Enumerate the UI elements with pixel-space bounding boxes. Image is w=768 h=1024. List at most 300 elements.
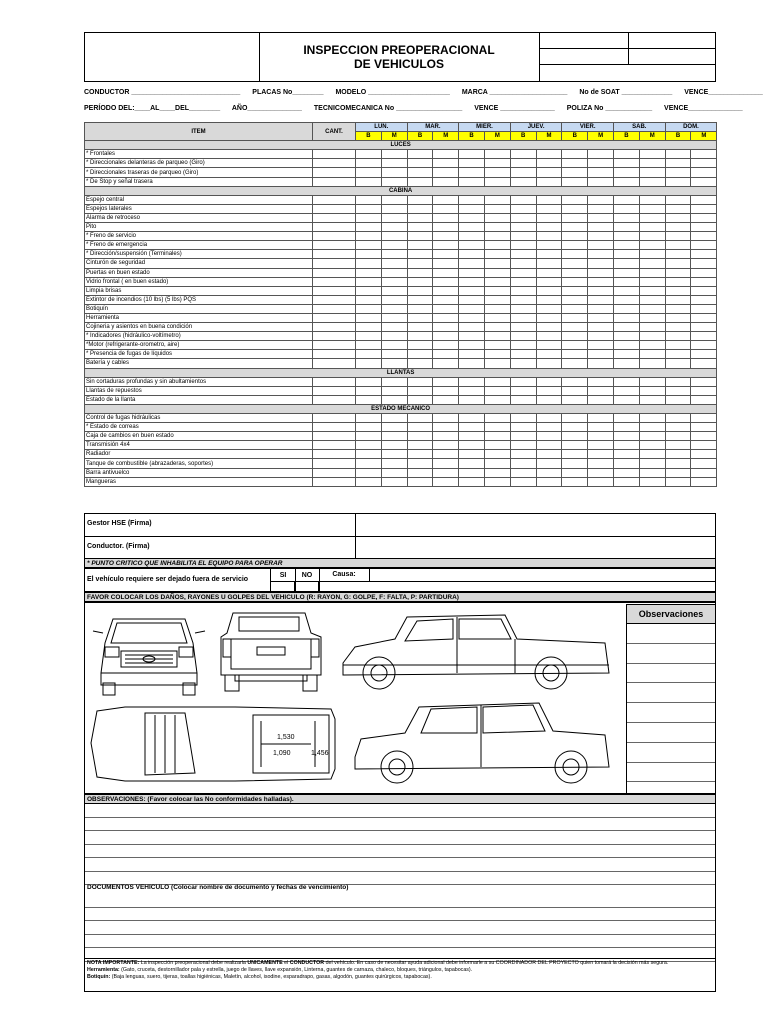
- check-cell[interactable]: [381, 250, 407, 259]
- check-cell[interactable]: [484, 441, 510, 450]
- check-cell[interactable]: [691, 432, 717, 441]
- check-cell[interactable]: [510, 423, 536, 432]
- check-cell[interactable]: [407, 468, 433, 477]
- check-cell[interactable]: [614, 241, 640, 250]
- cant-cell[interactable]: [313, 323, 356, 332]
- check-cell[interactable]: [691, 350, 717, 359]
- check-cell[interactable]: [665, 259, 691, 268]
- check-cell[interactable]: [588, 295, 614, 304]
- check-cell[interactable]: [510, 286, 536, 295]
- check-cell[interactable]: [510, 295, 536, 304]
- observation-line[interactable]: [85, 831, 715, 845]
- check-cell[interactable]: [665, 295, 691, 304]
- check-cell[interactable]: [356, 304, 382, 313]
- check-cell[interactable]: [459, 350, 485, 359]
- check-cell[interactable]: [407, 286, 433, 295]
- check-cell[interactable]: [484, 323, 510, 332]
- check-cell[interactable]: [614, 304, 640, 313]
- check-cell[interactable]: [510, 323, 536, 332]
- check-cell[interactable]: [459, 177, 485, 186]
- check-cell[interactable]: [691, 423, 717, 432]
- check-cell[interactable]: [356, 459, 382, 468]
- check-cell[interactable]: [588, 450, 614, 459]
- check-cell[interactable]: [407, 168, 433, 177]
- check-cell[interactable]: [588, 359, 614, 368]
- check-cell[interactable]: [356, 159, 382, 168]
- check-cell[interactable]: [639, 477, 665, 486]
- check-cell[interactable]: [691, 450, 717, 459]
- check-cell[interactable]: [588, 332, 614, 341]
- check-cell[interactable]: [433, 223, 459, 232]
- check-cell[interactable]: [484, 295, 510, 304]
- check-cell[interactable]: [562, 250, 588, 259]
- check-cell[interactable]: [691, 477, 717, 486]
- check-cell[interactable]: [433, 213, 459, 222]
- check-cell[interactable]: [381, 195, 407, 204]
- check-cell[interactable]: [588, 277, 614, 286]
- check-cell[interactable]: [407, 395, 433, 404]
- cant-cell[interactable]: [313, 250, 356, 259]
- check-cell[interactable]: [356, 414, 382, 423]
- check-cell[interactable]: [691, 332, 717, 341]
- check-cell[interactable]: [356, 213, 382, 222]
- check-cell[interactable]: [510, 341, 536, 350]
- check-cell[interactable]: [356, 341, 382, 350]
- check-cell[interactable]: [381, 150, 407, 159]
- check-cell[interactable]: [588, 213, 614, 222]
- check-cell[interactable]: [691, 268, 717, 277]
- check-cell[interactable]: [665, 213, 691, 222]
- check-cell[interactable]: [562, 359, 588, 368]
- check-cell[interactable]: [510, 459, 536, 468]
- check-cell[interactable]: [407, 159, 433, 168]
- check-cell[interactable]: [536, 432, 562, 441]
- check-cell[interactable]: [562, 477, 588, 486]
- check-cell[interactable]: [356, 168, 382, 177]
- check-cell[interactable]: [433, 332, 459, 341]
- check-cell[interactable]: [614, 150, 640, 159]
- check-cell[interactable]: [665, 477, 691, 486]
- check-cell[interactable]: [407, 204, 433, 213]
- check-cell[interactable]: [459, 241, 485, 250]
- check-cell[interactable]: [407, 259, 433, 268]
- check-cell[interactable]: [407, 423, 433, 432]
- check-cell[interactable]: [691, 414, 717, 423]
- check-cell[interactable]: [381, 232, 407, 241]
- check-cell[interactable]: [356, 177, 382, 186]
- check-cell[interactable]: [588, 159, 614, 168]
- check-cell[interactable]: [691, 213, 717, 222]
- check-cell[interactable]: [356, 204, 382, 213]
- check-cell[interactable]: [614, 450, 640, 459]
- check-cell[interactable]: [510, 232, 536, 241]
- check-cell[interactable]: [407, 177, 433, 186]
- check-cell[interactable]: [665, 386, 691, 395]
- check-cell[interactable]: [614, 286, 640, 295]
- check-cell[interactable]: [407, 386, 433, 395]
- check-cell[interactable]: [433, 313, 459, 322]
- observation-line[interactable]: [627, 664, 715, 684]
- cant-cell[interactable]: [313, 195, 356, 204]
- check-cell[interactable]: [639, 241, 665, 250]
- check-cell[interactable]: [691, 168, 717, 177]
- cant-cell[interactable]: [313, 341, 356, 350]
- cant-cell[interactable]: [313, 450, 356, 459]
- observation-line[interactable]: [85, 858, 715, 872]
- check-cell[interactable]: [459, 259, 485, 268]
- check-cell[interactable]: [562, 432, 588, 441]
- check-cell[interactable]: [459, 223, 485, 232]
- check-cell[interactable]: [356, 423, 382, 432]
- check-cell[interactable]: [407, 332, 433, 341]
- check-cell[interactable]: [665, 159, 691, 168]
- check-cell[interactable]: [536, 459, 562, 468]
- check-cell[interactable]: [536, 277, 562, 286]
- check-cell[interactable]: [407, 223, 433, 232]
- check-cell[interactable]: [510, 213, 536, 222]
- check-cell[interactable]: [459, 377, 485, 386]
- check-cell[interactable]: [407, 450, 433, 459]
- check-cell[interactable]: [381, 323, 407, 332]
- check-cell[interactable]: [510, 150, 536, 159]
- check-cell[interactable]: [665, 168, 691, 177]
- check-cell[interactable]: [665, 177, 691, 186]
- check-cell[interactable]: [562, 350, 588, 359]
- truck-diagram[interactable]: [85, 603, 625, 793]
- check-cell[interactable]: [562, 323, 588, 332]
- check-cell[interactable]: [356, 277, 382, 286]
- anio-field[interactable]: AÑO______________: [231, 105, 302, 112]
- check-cell[interactable]: [484, 350, 510, 359]
- check-cell[interactable]: [459, 468, 485, 477]
- check-cell[interactable]: [639, 286, 665, 295]
- check-cell[interactable]: [459, 304, 485, 313]
- check-cell[interactable]: [562, 223, 588, 232]
- check-cell[interactable]: [510, 432, 536, 441]
- check-cell[interactable]: [691, 195, 717, 204]
- check-cell[interactable]: [407, 232, 433, 241]
- check-cell[interactable]: [588, 195, 614, 204]
- check-cell[interactable]: [459, 414, 485, 423]
- check-cell[interactable]: [510, 259, 536, 268]
- check-cell[interactable]: [510, 277, 536, 286]
- check-cell[interactable]: [510, 359, 536, 368]
- observation-line[interactable]: [627, 644, 715, 664]
- check-cell[interactable]: [484, 195, 510, 204]
- check-cell[interactable]: [562, 332, 588, 341]
- check-cell[interactable]: [484, 386, 510, 395]
- check-cell[interactable]: [356, 332, 382, 341]
- check-cell[interactable]: [484, 232, 510, 241]
- check-cell[interactable]: [639, 213, 665, 222]
- check-cell[interactable]: [639, 450, 665, 459]
- check-cell[interactable]: [691, 150, 717, 159]
- check-cell[interactable]: [614, 313, 640, 322]
- observation-line[interactable]: [627, 683, 715, 703]
- cant-cell[interactable]: [313, 414, 356, 423]
- check-cell[interactable]: [510, 332, 536, 341]
- check-cell[interactable]: [562, 377, 588, 386]
- check-cell[interactable]: [484, 213, 510, 222]
- check-cell[interactable]: [356, 468, 382, 477]
- check-cell[interactable]: [614, 213, 640, 222]
- check-cell[interactable]: [691, 223, 717, 232]
- check-cell[interactable]: [381, 386, 407, 395]
- check-cell[interactable]: [639, 304, 665, 313]
- check-cell[interactable]: [665, 250, 691, 259]
- check-cell[interactable]: [691, 286, 717, 295]
- check-cell[interactable]: [381, 295, 407, 304]
- check-cell[interactable]: [381, 477, 407, 486]
- check-cell[interactable]: [459, 332, 485, 341]
- check-cell[interactable]: [562, 195, 588, 204]
- check-cell[interactable]: [459, 213, 485, 222]
- check-cell[interactable]: [562, 286, 588, 295]
- check-cell[interactable]: [691, 468, 717, 477]
- check-cell[interactable]: [407, 359, 433, 368]
- cant-cell[interactable]: [313, 232, 356, 241]
- check-cell[interactable]: [407, 341, 433, 350]
- check-cell[interactable]: [433, 386, 459, 395]
- check-cell[interactable]: [381, 259, 407, 268]
- check-cell[interactable]: [614, 332, 640, 341]
- conductor-field[interactable]: CONDUCTOR ____________________________: [84, 89, 241, 96]
- check-cell[interactable]: [536, 323, 562, 332]
- check-cell[interactable]: [691, 323, 717, 332]
- check-cell[interactable]: [639, 168, 665, 177]
- check-cell[interactable]: [381, 359, 407, 368]
- check-cell[interactable]: [381, 395, 407, 404]
- check-cell[interactable]: [433, 350, 459, 359]
- cant-cell[interactable]: [313, 423, 356, 432]
- check-cell[interactable]: [665, 241, 691, 250]
- check-cell[interactable]: [407, 250, 433, 259]
- check-cell[interactable]: [639, 359, 665, 368]
- check-cell[interactable]: [588, 341, 614, 350]
- check-cell[interactable]: [614, 268, 640, 277]
- check-cell[interactable]: [484, 250, 510, 259]
- check-cell[interactable]: [691, 204, 717, 213]
- observation-line[interactable]: [85, 818, 715, 832]
- check-cell[interactable]: [665, 277, 691, 286]
- check-cell[interactable]: [459, 277, 485, 286]
- check-cell[interactable]: [562, 259, 588, 268]
- check-cell[interactable]: [381, 332, 407, 341]
- tecnicomecanica-field[interactable]: TECNICOMECANICA No _________________: [313, 105, 463, 112]
- check-cell[interactable]: [536, 332, 562, 341]
- check-cell[interactable]: [614, 168, 640, 177]
- check-cell[interactable]: [562, 304, 588, 313]
- poliza-field[interactable]: POLIZA No ____________: [566, 105, 653, 112]
- check-cell[interactable]: [433, 341, 459, 350]
- check-cell[interactable]: [614, 414, 640, 423]
- cant-cell[interactable]: [313, 304, 356, 313]
- check-cell[interactable]: [510, 177, 536, 186]
- check-cell[interactable]: [691, 386, 717, 395]
- observation-line[interactable]: [627, 743, 715, 763]
- check-cell[interactable]: [381, 168, 407, 177]
- check-cell[interactable]: [588, 395, 614, 404]
- check-cell[interactable]: [536, 268, 562, 277]
- check-cell[interactable]: [356, 477, 382, 486]
- check-cell[interactable]: [484, 277, 510, 286]
- check-cell[interactable]: [433, 232, 459, 241]
- check-cell[interactable]: [381, 459, 407, 468]
- check-cell[interactable]: [639, 414, 665, 423]
- check-cell[interactable]: [562, 177, 588, 186]
- check-cell[interactable]: [536, 423, 562, 432]
- check-cell[interactable]: [691, 395, 717, 404]
- check-cell[interactable]: [459, 168, 485, 177]
- check-cell[interactable]: [484, 414, 510, 423]
- check-cell[interactable]: [510, 414, 536, 423]
- check-cell[interactable]: [433, 477, 459, 486]
- cant-cell[interactable]: [313, 395, 356, 404]
- check-cell[interactable]: [562, 386, 588, 395]
- cant-cell[interactable]: [313, 286, 356, 295]
- check-cell[interactable]: [588, 423, 614, 432]
- marca-field[interactable]: MARCA ____________________: [461, 89, 568, 96]
- check-cell[interactable]: [510, 468, 536, 477]
- check-cell[interactable]: [536, 386, 562, 395]
- check-cell[interactable]: [381, 414, 407, 423]
- check-cell[interactable]: [562, 341, 588, 350]
- check-cell[interactable]: [639, 259, 665, 268]
- check-cell[interactable]: [639, 250, 665, 259]
- check-cell[interactable]: [691, 177, 717, 186]
- check-cell[interactable]: [484, 459, 510, 468]
- check-cell[interactable]: [356, 441, 382, 450]
- observation-line[interactable]: [627, 624, 715, 644]
- check-cell[interactable]: [459, 323, 485, 332]
- check-cell[interactable]: [356, 386, 382, 395]
- check-cell[interactable]: [536, 313, 562, 322]
- check-cell[interactable]: [356, 450, 382, 459]
- cant-cell[interactable]: [313, 259, 356, 268]
- check-cell[interactable]: [562, 204, 588, 213]
- check-cell[interactable]: [614, 295, 640, 304]
- check-cell[interactable]: [665, 423, 691, 432]
- check-cell[interactable]: [562, 277, 588, 286]
- check-cell[interactable]: [381, 268, 407, 277]
- check-cell[interactable]: [536, 395, 562, 404]
- cant-cell[interactable]: [313, 386, 356, 395]
- cant-cell[interactable]: [313, 459, 356, 468]
- cant-cell[interactable]: [313, 332, 356, 341]
- vence-soat-field[interactable]: VENCE______________: [684, 89, 763, 96]
- check-cell[interactable]: [536, 195, 562, 204]
- observation-line[interactable]: [627, 723, 715, 743]
- check-cell[interactable]: [536, 377, 562, 386]
- check-cell[interactable]: [588, 377, 614, 386]
- check-cell[interactable]: [356, 241, 382, 250]
- cant-cell[interactable]: [313, 213, 356, 222]
- check-cell[interactable]: [562, 295, 588, 304]
- check-cell[interactable]: [433, 168, 459, 177]
- check-cell[interactable]: [536, 232, 562, 241]
- check-cell[interactable]: [614, 204, 640, 213]
- check-cell[interactable]: [639, 313, 665, 322]
- check-cell[interactable]: [536, 259, 562, 268]
- check-cell[interactable]: [639, 423, 665, 432]
- check-cell[interactable]: [459, 423, 485, 432]
- check-cell[interactable]: [691, 295, 717, 304]
- check-cell[interactable]: [433, 459, 459, 468]
- check-cell[interactable]: [691, 250, 717, 259]
- check-cell[interactable]: [562, 468, 588, 477]
- cant-cell[interactable]: [313, 350, 356, 359]
- check-cell[interactable]: [356, 350, 382, 359]
- check-cell[interactable]: [407, 459, 433, 468]
- check-cell[interactable]: [484, 477, 510, 486]
- check-cell[interactable]: [665, 150, 691, 159]
- check-cell[interactable]: [665, 286, 691, 295]
- check-cell[interactable]: [484, 177, 510, 186]
- check-cell[interactable]: [433, 468, 459, 477]
- check-cell[interactable]: [484, 468, 510, 477]
- check-cell[interactable]: [459, 195, 485, 204]
- check-cell[interactable]: [562, 159, 588, 168]
- cant-cell[interactable]: [313, 477, 356, 486]
- check-cell[interactable]: [588, 268, 614, 277]
- check-cell[interactable]: [381, 277, 407, 286]
- check-cell[interactable]: [484, 259, 510, 268]
- check-cell[interactable]: [407, 441, 433, 450]
- check-cell[interactable]: [459, 204, 485, 213]
- check-cell[interactable]: [484, 395, 510, 404]
- check-cell[interactable]: [407, 268, 433, 277]
- check-cell[interactable]: [433, 359, 459, 368]
- check-cell[interactable]: [588, 223, 614, 232]
- check-cell[interactable]: [639, 441, 665, 450]
- check-cell[interactable]: [614, 250, 640, 259]
- check-cell[interactable]: [639, 395, 665, 404]
- check-cell[interactable]: [588, 468, 614, 477]
- check-cell[interactable]: [381, 304, 407, 313]
- check-cell[interactable]: [614, 432, 640, 441]
- check-cell[interactable]: [459, 286, 485, 295]
- check-cell[interactable]: [381, 177, 407, 186]
- check-cell[interactable]: [691, 459, 717, 468]
- check-cell[interactable]: [691, 277, 717, 286]
- check-cell[interactable]: [510, 377, 536, 386]
- check-cell[interactable]: [691, 359, 717, 368]
- check-cell[interactable]: [433, 268, 459, 277]
- cant-cell[interactable]: [313, 468, 356, 477]
- check-cell[interactable]: [459, 341, 485, 350]
- check-cell[interactable]: [510, 350, 536, 359]
- check-cell[interactable]: [381, 159, 407, 168]
- check-cell[interactable]: [433, 432, 459, 441]
- check-cell[interactable]: [614, 195, 640, 204]
- check-cell[interactable]: [433, 450, 459, 459]
- check-cell[interactable]: [510, 250, 536, 259]
- check-cell[interactable]: [639, 350, 665, 359]
- check-cell[interactable]: [381, 341, 407, 350]
- check-cell[interactable]: [381, 313, 407, 322]
- check-cell[interactable]: [433, 195, 459, 204]
- check-cell[interactable]: [536, 286, 562, 295]
- check-cell[interactable]: [484, 341, 510, 350]
- check-cell[interactable]: [510, 304, 536, 313]
- vence-tecnico-field[interactable]: VENCE ______________: [474, 105, 555, 112]
- check-cell[interactable]: [510, 195, 536, 204]
- check-cell[interactable]: [484, 268, 510, 277]
- check-cell[interactable]: [484, 150, 510, 159]
- check-cell[interactable]: [614, 223, 640, 232]
- check-cell[interactable]: [614, 232, 640, 241]
- check-cell[interactable]: [691, 377, 717, 386]
